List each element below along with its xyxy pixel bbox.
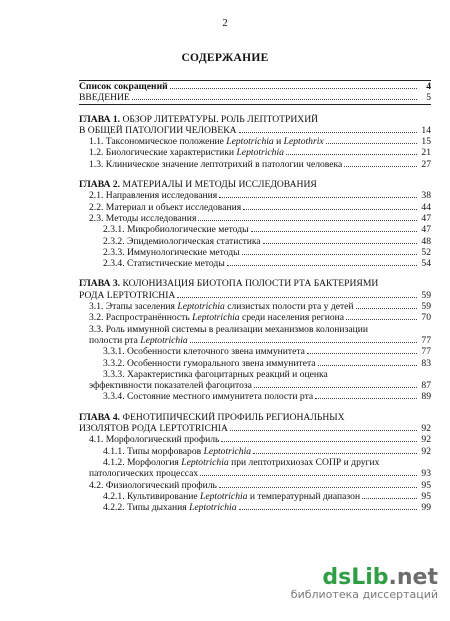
toc-entry-2-3-2[interactable]: 2.3.2. Эпидемиологическая статистика 48 bbox=[103, 235, 431, 247]
watermark-subtitle: библиотека диссертаций bbox=[290, 588, 438, 601]
toc-entry-3-3-2[interactable]: 3.3.2. Особенности гуморального звена иммунитета 83 bbox=[103, 357, 431, 369]
toc-entry-3-3-line2[interactable]: полости рта Leptotrichia 77 bbox=[89, 334, 431, 346]
toc-entry-1-2[interactable]: 1.2. Биологические характеристики Leptotrichia 21 bbox=[89, 147, 431, 159]
toc-entry-4-1[interactable]: 4.1. Морфологический профиль 92 bbox=[89, 434, 431, 446]
toc-entry-3-3-3-line1[interactable]: 3.3.3. Характеристика фагоцитарных реакций и оценка bbox=[103, 368, 328, 380]
toc-entry-3-3-1[interactable]: 3.3.1. Особенности клеточного звена иммунитета 77 bbox=[103, 346, 431, 358]
chapter-1-title-line1[interactable]: ГЛАВА 1. ОБЗОР ЛИТЕРАТУРЫ. РОЛЬ ЛЕПТОТРИХИЙ bbox=[79, 113, 319, 125]
toc-entry-1-3[interactable]: 1.3. Клиническое значение лептотрихий в патологии человека 27 bbox=[89, 158, 431, 170]
toc-entry-abbreviations[interactable]: Список сокращений 4 bbox=[79, 81, 431, 92]
chapter-1 bbox=[79, 114, 431, 170]
toc-entry-4-1-2-line2[interactable]: патологических процессах 93 bbox=[89, 468, 431, 480]
chapter-3-title-line2[interactable]: РОДА LEPTOTRICHIA 59 bbox=[79, 289, 431, 301]
chapter-2-title[interactable]: ГЛАВА 2. МАТЕРИАЛЫ И МЕТОДЫ ИССЛЕДОВАНИЯ bbox=[79, 179, 317, 191]
toc-entry-1-1[interactable]: 1.1. Таксономическое положение Leptotrichia и Leptothrix 15 bbox=[89, 136, 431, 148]
chapter-3-title-line1[interactable]: ГЛАВА 3. КОЛОНИЗАЦИЯ БИОТОПА ПОЛОСТИ РТА БАКТЕРИЯМИ bbox=[79, 278, 379, 290]
toc-entry-3-3-line1[interactable]: 3.3. Роль иммунной системы в реализации механизмов колонизации bbox=[89, 323, 369, 335]
chapter-1-title-line2[interactable]: В ОБЩЕЙ ПАТОЛОГИИ ЧЕЛОВЕКА 14 bbox=[79, 124, 431, 136]
toc-entry-2-2[interactable]: 2.2. Материал и объект исследования 44 bbox=[89, 201, 431, 213]
toc-entry-2-3-3[interactable]: 2.3.3. Иммунологические методы 52 bbox=[103, 246, 431, 258]
toc-entry-4-2-2[interactable]: 4.2.2. Типы дыхания Leptotrichia 99 bbox=[103, 502, 431, 514]
watermark-logo: dsLib.net bbox=[322, 565, 438, 590]
chapter-3 bbox=[79, 278, 431, 402]
chapter-4-title-line1[interactable]: ГЛАВА 4. ФЕНОТИПИЧЕСКИЙ ПРОФИЛЬ РЕГИОНАЛЬНЫХ bbox=[79, 411, 345, 423]
toc-entry-introduction[interactable]: ВВЕДЕНИЕ 5 bbox=[79, 92, 431, 104]
chapter-4-title-line2[interactable]: ИЗОЛЯТОВ РОДА LEPTOTRICHIA 92 bbox=[79, 423, 431, 435]
table-of-contents bbox=[79, 80, 431, 513]
toc-entry-4-2[interactable]: 4.2. Физиологический профиль 95 bbox=[89, 479, 431, 491]
toc-entry-3-3-4[interactable]: 3.3.4. Состояние местного иммунитета полости рта 89 bbox=[103, 391, 431, 403]
toc-entry-3-3-3-line2[interactable]: эффективности показателей фагоцитоза 87 bbox=[89, 380, 431, 392]
toc-entry-3-1[interactable]: 3.1. Этапы заселения Leptotrichia слизистых полости рта у детей 59 bbox=[89, 301, 431, 313]
toc-entry-4-1-1[interactable]: 4.1.1. Типы морфоваров Leptotrichia 92 bbox=[103, 445, 431, 457]
front-matter-block bbox=[79, 80, 431, 105]
toc-entry-2-3-4[interactable]: 2.3.4. Статистические методы 54 bbox=[103, 258, 431, 270]
toc-entry-2-3-1[interactable]: 2.3.1. Микробиологические методы 47 bbox=[103, 224, 431, 236]
watermark bbox=[288, 565, 438, 613]
toc-entry-4-1-2-line1[interactable]: 4.1.2. Морфология Leptotrichia при лептотрихиозах СОПР и других bbox=[103, 456, 380, 468]
chapter-4 bbox=[79, 412, 431, 514]
toc-entry-4-2-1[interactable]: 4.2.1. Культивирование Leptotrichia и температурный диапазон 95 bbox=[103, 490, 431, 502]
page-number: 2 bbox=[222, 17, 228, 29]
toc-entry-2-3[interactable]: 2.3. Методы исследования 47 bbox=[89, 212, 431, 224]
toc-entry-2-1[interactable]: 2.1. Направления исследования 38 bbox=[89, 190, 431, 202]
toc-entry-3-2[interactable]: 3.2. Распространённость Leptotrichia среди населения региона 70 bbox=[89, 312, 431, 324]
chapter-2 bbox=[79, 179, 431, 269]
toc-title: СОДЕРЖАНИЕ bbox=[181, 52, 269, 64]
